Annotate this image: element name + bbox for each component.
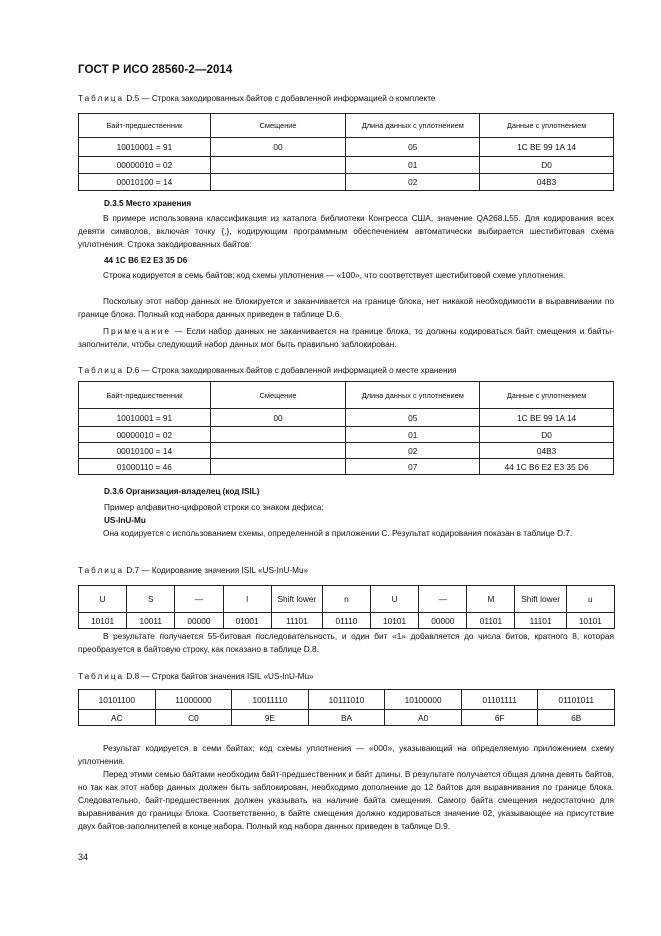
table-d5-caption	[78, 94, 435, 103]
table-cell: A0	[385, 710, 462, 726]
table-cell: 01101011	[538, 690, 615, 710]
table-cell: 00000010 = 02	[79, 157, 211, 174]
table-cell: 01	[346, 427, 480, 443]
table-cell: 01000110 = 46	[79, 459, 211, 475]
caption-word: Таблица	[78, 672, 125, 681]
note-text: — Если набор данных не заканчивается на границе блока, то должны кодироваться байт смещения и байты-заполнители, чтобы следующий набор данных мог быть правильно заблокирован.	[78, 326, 614, 349]
table-cell: 07	[346, 459, 480, 475]
table-cell: 02	[346, 443, 480, 459]
table-row	[79, 174, 614, 191]
table-d8	[78, 689, 615, 726]
table-d5	[78, 113, 614, 191]
table-cell: 10100000	[385, 690, 462, 710]
table-cell: 11101	[515, 613, 566, 629]
caption-word: Таблица	[78, 366, 125, 375]
table-header-cell: Смещение	[210, 382, 346, 409]
table-row	[79, 138, 614, 157]
table-cell: 04B3	[480, 443, 614, 459]
table-cell: 00010100 = 14	[79, 443, 211, 459]
page-number: 34	[78, 852, 89, 862]
table-cell: U	[79, 586, 127, 613]
table-cell: 05	[346, 138, 480, 157]
table-cell	[210, 427, 346, 443]
isil-code: US-InU-Mu	[104, 516, 146, 525]
table-d6-caption	[78, 366, 456, 375]
table-cell	[210, 174, 346, 191]
table-cell: 6B	[538, 710, 615, 726]
table-cell: 00	[210, 138, 346, 157]
table-cell: AC	[79, 710, 156, 726]
table-cell: 10101	[566, 613, 614, 629]
section-d36-title: D.3.6 Организация-владелец (код ISIL)	[104, 487, 260, 496]
table-header-cell: Данные с уплотнением	[480, 114, 614, 138]
table-cell: 10010001 = 91	[79, 138, 211, 157]
note-label: Примечание	[103, 326, 172, 336]
table-cell: Shift lower	[515, 586, 566, 613]
table-cell: I	[223, 586, 271, 613]
table-cell: 11101	[271, 613, 322, 629]
table-cell: S	[127, 586, 175, 613]
table-header-cell: Смещение	[210, 114, 346, 138]
paragraph: Результат кодируется в семи байтах; код схемы уплотнения — «000», указывающий на определяемую приложением схему уплотнения.	[78, 743, 614, 766]
table-cell: 01101111	[461, 690, 537, 710]
table-d6	[78, 381, 614, 475]
table-cell: BA	[308, 710, 385, 726]
table-d7-caption	[78, 566, 308, 575]
table-row	[79, 409, 614, 427]
caption-text: D.6 — Строка закодированных байтов с добавленной информацией о месте хранения	[126, 366, 457, 375]
table-cell: 05	[346, 409, 480, 427]
table-cell: 10111010	[308, 690, 385, 710]
caption-text: D.5 — Строка закодированных байтов с добавленной информацией о комплекте	[126, 94, 436, 103]
note-paragraph	[78, 325, 614, 351]
table-cell: 01001	[223, 613, 271, 629]
table-cell: 9E	[232, 710, 308, 726]
table-cell: 1C BE 99 1A 14	[480, 409, 614, 427]
table-cell: 04B3	[480, 174, 614, 191]
table-header-cell: Байт-предшественник	[79, 114, 211, 138]
paragraph: Перед этими семью байтами необходим байт-предшественник и байт длины. В результате получается общая длина девять байтов, но так как этот набор данных должен быть заблокирован, необходимо дополнение до 12 байтов для выравнивания по границе блока. Следовательно, байт-предшественник должен указывать на наличие байта смещения. Самого байта смещения недостаточно для выравнивания до границы блока. Соответственно, в байте смещения должно кодироваться значение 02, указывающее на присутствие двух байтов-заполнителей в конце набора. Полный код набора данных приведен в таблице D.9.	[78, 769, 614, 831]
encoded-bytes: 44 1C B6 E2 E3 35 D6	[104, 256, 188, 265]
table-d8-caption	[78, 672, 314, 681]
table-cell: M	[467, 586, 515, 613]
table-cell: 00	[210, 409, 346, 427]
table-cell: D0	[480, 427, 614, 443]
table-row	[79, 427, 614, 443]
table-cell: 10011110	[232, 690, 308, 710]
table-cell: 10101	[370, 613, 418, 629]
table-cell: D0	[480, 157, 614, 174]
table-cell	[210, 443, 346, 459]
table-cell	[210, 459, 346, 475]
table-cell: 00000	[175, 613, 223, 629]
table-cell: n	[322, 586, 370, 613]
table-cell: 10010001 = 91	[79, 409, 211, 427]
table-cell: U	[370, 586, 418, 613]
table-cell	[210, 157, 346, 174]
table-row	[79, 443, 614, 459]
table-row	[79, 710, 615, 726]
table-cell: C0	[155, 710, 232, 726]
table-cell: 01	[346, 157, 480, 174]
table-cell: 10101	[79, 613, 127, 629]
table-cell: —	[175, 586, 223, 613]
table-d7	[78, 585, 615, 629]
document-header: ГОСТ Р ИСО 28560-2—2014	[78, 64, 233, 76]
table-header-cell: Данные с уплотнением	[480, 382, 614, 409]
caption-word: Таблица	[78, 94, 125, 103]
table-cell: 00000010 = 02	[79, 427, 211, 443]
table-cell: 44 1C B6 E2 E3 35 D6	[480, 459, 614, 475]
paragraph: В результате получается 55-битовая последовательность, и один бит «1» добавляется до числа битов, кратного 8, которая преобразуется в байтовую строку, как показано в таблице D.8.	[78, 631, 614, 654]
table-cell: 10101100	[79, 690, 156, 710]
table-cell: 00000	[419, 613, 467, 629]
paragraph: В примере использована классификация из каталога библиотеки Конгресса США, значение QA268.L55. Для кодирования всех девяти символов, включая точку {.}, кодирующим программным обеспечением автоматически выбирается шестибитовая схема уплотнения. Строка закодированных байтов:	[78, 213, 614, 249]
table-cell: 02	[346, 174, 480, 191]
table-cell: 1C BE 99 1A 14	[480, 138, 614, 157]
table-cell: 10011	[127, 613, 175, 629]
table-header-cell: Байт-предшественник	[79, 382, 211, 409]
table-cell: 6F	[461, 710, 537, 726]
paragraph: Она кодируется с использованием схемы, определенной в приложении С. Результат кодирования показан в таблице D.7.	[103, 528, 573, 538]
caption-word: Таблица	[78, 566, 125, 575]
table-header-cell: Длина данных с уплотнением	[346, 382, 480, 409]
table-cell: 01110	[322, 613, 370, 629]
table-cell: u	[566, 586, 614, 613]
table-cell: 00010100 = 14	[79, 174, 211, 191]
table-row	[79, 459, 614, 475]
table-cell: 11000000	[155, 690, 232, 710]
table-header-cell: Длина данных с уплотнением	[346, 114, 480, 138]
table-row	[79, 613, 615, 629]
paragraph: Пример алфавитно-цифровой строки со знаком дефиса:	[104, 502, 324, 512]
table-cell: Shift lower	[271, 586, 322, 613]
table-cell: 01101	[467, 613, 515, 629]
table-row	[79, 157, 614, 174]
paragraph: Поскольку этот набор данных не блокируется и заканчивается на границе блока, нет никакой необходимости в выравнивании по границе блока. Полный код набора данных приведен в таблице D.6.	[78, 296, 614, 319]
section-d35-title: D.3.5 Место хранения	[104, 199, 192, 208]
table-row	[79, 586, 615, 613]
caption-text: D.8 — Строка байтов значения ISIL «US-InU-Mu»	[126, 672, 314, 681]
caption-text: D.7 — Кодирование значения ISIL «US-InU-Mu»	[126, 566, 309, 575]
table-row	[79, 690, 615, 710]
table-cell: —	[419, 586, 467, 613]
paragraph: Строка кодируется в семь байтов; код схемы уплотнения — «100», что соответствует шестибитовой схеме уплотнения.	[103, 270, 566, 280]
